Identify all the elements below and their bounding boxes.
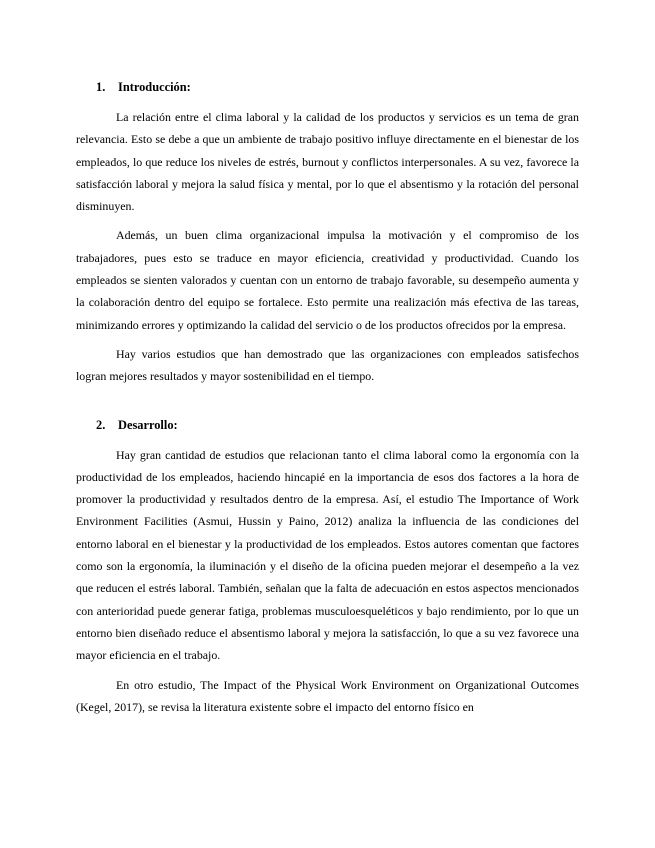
section-heading-introduccion (76, 76, 579, 98)
section-heading-desarrollo (76, 414, 579, 436)
paragraph-intro-2: Además, un buen clima organizacional impulsa la motivación y el compromiso de los trabajadores, pues esto se traduce en mayor eficiencia, creatividad y productividad. Cuando los empleados se sienten valorados y cuentan con un entorno de trabajo favorable, su desempeño aumenta y la colaboración dentro del equipo se fortalece. Esto permite una realización más efectiva de las tareas, minimizando errores y optimizando la calidad del servicio o de los productos ofrecidos por la empresa. (76, 228, 579, 332)
paragraph-intro-3: Hay varios estudios que han demostrado que las organizaciones con empleados satisfechos logran mejores resultados y mayor sostenibilidad en el tiempo. (76, 346, 579, 384)
document-page (76, 72, 579, 718)
paragraph-intro-1: La relación entre el clima laboral y la calidad de los productos y servicios es un tema de gran relevancia. Esto se debe a que un ambiente de trabajo positivo influye directamente en el bienestar de los empleados, lo que reduce los niveles de estrés, burnout y conflictos interpersonales. A su vez, favorece la satisfacción laboral y mejora la salud física y mental, por lo que el absentismo y la rotación del personal disminuyen. (76, 110, 579, 214)
section-title: Desarrollo: (118, 417, 178, 432)
section-title: Introducción: (118, 80, 191, 94)
section-number: 2. (96, 417, 106, 432)
section-number: 1. (96, 80, 106, 94)
paragraph-desarrollo-1: Hay gran cantidad de estudios que relacionan tanto el clima laboral como la ergonomía con la productividad de los empleados, haciendo hincapié en la importancia de esos dos factores a la hora de promover la productividad y resultados dentro de la empresa. Así, el estudio The Importance of Work Environment Facilities (Asmui, Hussin y Paino, 2012) analiza la influencia de las condiciones del entorno laboral en el bienestar y la productividad de los empleados. Estos autores comentan que factores como son la ergonomía, la iluminación y el diseño de la oficina pueden mejorar el desempeño a la vez que reducen el estrés laboral. También, señalan que la falta de adecuación en estos aspectos mencionados con anterioridad puede generar fatiga, problemas musculoesqueléticos y bajo rendimiento, por lo que un entorno bien diseñado reduce el absentismo laboral y mejora la satisfacción, lo que a su vez favorece una mayor eficiencia en el trabajo. (76, 447, 579, 663)
paragraph-desarrollo-2: En otro estudio, The Impact of the Physical Work Environment on Organizational Outcomes (Kegel, 2017), se revisa la literatura existente sobre el impacto del entorno físico en (76, 677, 579, 714)
